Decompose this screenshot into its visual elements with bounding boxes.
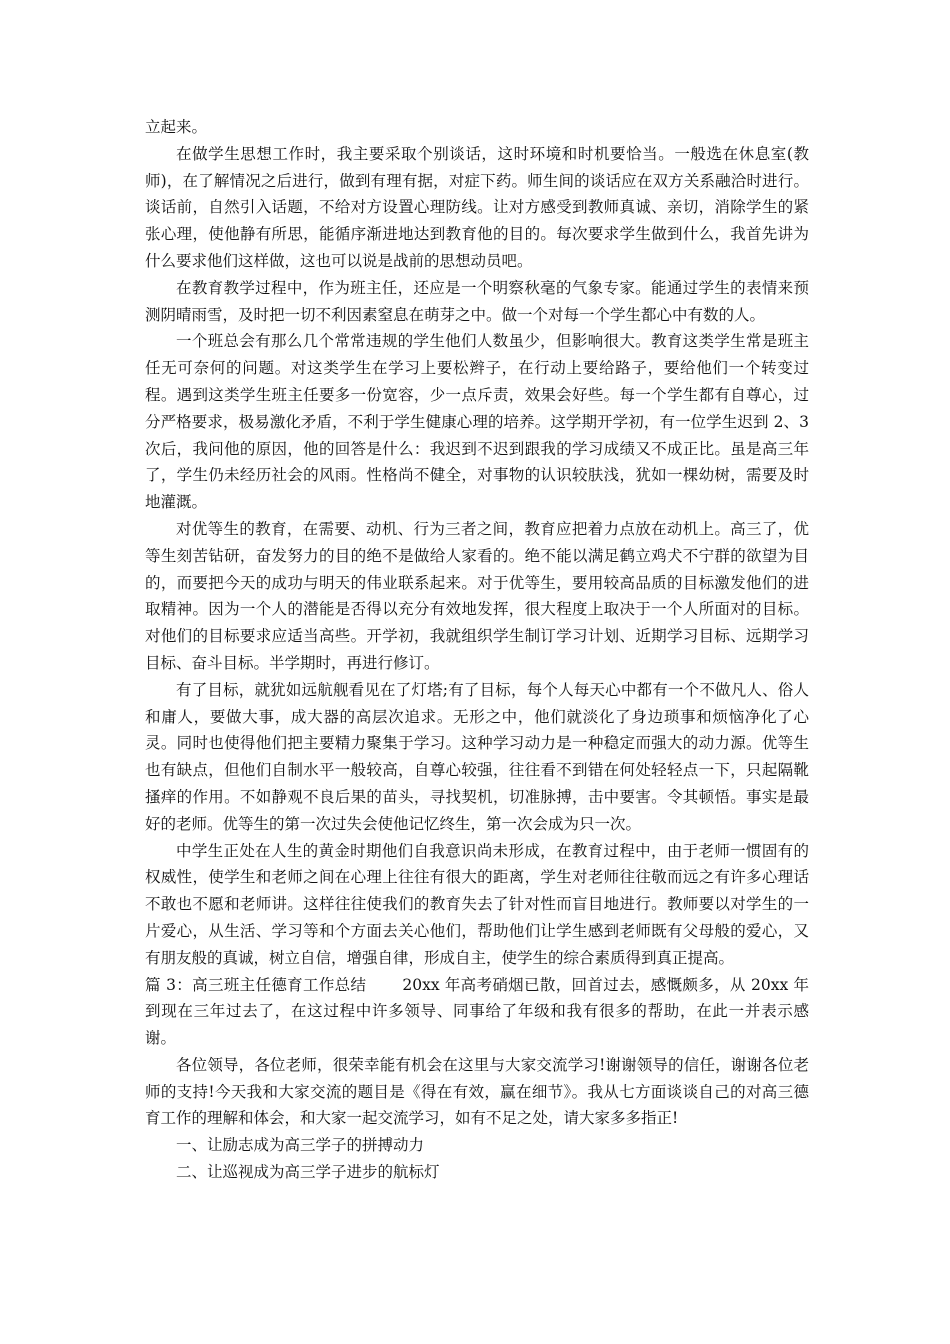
paragraph: 立起来。 [145,118,208,136]
paragraph: 各位领导，各位老师，很荣幸能有机会在这里与大家交流学习!谢谢领导的信任，谢谢各位老师的支持!今天我和大家交流的题目是《得在有效，赢在细节》。我从七方面谈谈自己的对高三德育工作的理解和体会，和大家一起交流学习，如有不足之处，请大家多多指正! [145,1055,809,1128]
list-item: 二、让巡视成为高三学子进步的航标灯 [176,1163,440,1182]
paragraph: 一个班总会有那么几个常常违规的学生他们人数虽少，但影响很大。教育这类学生常是班主任无可奈何的问题。对这类学生在学习上要松辫子，在行动上要给路子，要给他们一个转变过程。遇到这类学生班主任要多一份宽容，少一点斥责，效果会好些。每一个学生都有自尊心，过分严格要求，极易激化矛盾，不利于学生健康心理的培养。这学期开学初，有一位学生迟到 2、3 次后，我问他的原因，他的回答是什么：我迟到不迟到跟我的学习成绩又不成正比。虽是高三年了，学生仍未经历社会的风雨。性格尚不健全，对事物的认识较肤浅，犹如一棵幼树，需要及时地灌溉。 [145,332,809,512]
section-paragraph [145,972,809,1052]
section-title: 篇 3：高三班主任德育工作总结 [145,975,367,994]
section-body: 20xx 年高考硝烟已散，回首过去，感慨颇多，从 20xx 年到现在三年过去了，在这过程中许多领导、同事给了年级和我有很多的帮助，在此一并表示感谢。 [145,975,809,1048]
list-item: 一、让励志成为高三学子的拼搏动力 [176,1136,425,1155]
paragraph: 在教育教学过程中，作为班主任，还应是一个明察秋毫的气象专家。能通过学生的表情来预测阴晴雨雪，及时把一切不利因素窒息在萌芽之中。做一个对每一个学生都心中有数的人。 [145,278,809,324]
document-body [145,114,809,1186]
paragraph: 对优等生的教育，在需要、动机、行为三者之间，教育应把着力点放在动机上。高三了，优等生刻苦钻研，奋发努力的目的绝不是做给人家看的。绝不能以满足鹤立鸡犬不宁群的欲望为目的，而要把今天的成功与明天的伟业联系起来。对于优等生，要用较高品质的目标激发他们的进取精神。因为一个人的潜能是否得以充分有效地发挥，很大程度上取决于一个人所面对的目标。对他们的目标要求应适当高些。开学初，我就组织学生制订学习计划、近期学习目标、远期学习目标、奋斗目标。半学期时，再进行修订。 [145,519,809,672]
paragraph: 在做学生思想工作时，我主要采取个别谈话，这时环境和时机要恰当。一般选在休息室(教师)，在了解情况之后进行，做到有理有据，对症下药。师生间的谈话应在双方关系融洽时进行。谈话前，自然引入话题，不给对方设置心理防线。让对方感受到教师真诚、亲切，消除学生的紧张心理，使他静有所思，能循序渐进地达到教育他的目的。每次要求学生做到什么，我首先讲为什么要求他们这样做，这也可以说是战前的思想动员吧。 [145,144,809,270]
paragraph: 有了目标，就犹如远航舰看见在了灯塔;有了目标，每个人每天心中都有一个不做凡人、俗人和庸人，要做大事，成大器的高层次追求。无形之中，他们就淡化了身边琐事和烦恼净化了心灵。同时也使得他们把主要精力聚集于学习。这种学习动力是一种稳定而强大的动力源。优等生也有缺点，但他们自制水平一般较高，自尊心较强，往往看不到错在何处轻轻点一下，只起隔靴搔痒的作用。不如静观不良后果的苗头，寻找契机，切准脉搏，击中要害。令其顿悟。事实是最好的老师。优等生的第一次过失会使他记忆终生，第一次会成为只一次。 [145,680,809,833]
paragraph: 中学生正处在人生的黄金时期他们自我意识尚未形成，在教育过程中，由于老师一惯固有的权威性，使学生和老师之间在心理上往往有很大的距离，学生对老师往往敬而远之有许多心理话不敢也不愿和老师讲。这样往往使我们的教育失去了针对性而盲目地进行。教师要以对学生的一片爱心，从生活、学习等和个方面去关心他们，帮助他们让学生感到老师既有父母般的爱心，又有朋友般的真诚，树立自信，增强自律，形成自主，使学生的综合素质得到真正提高。 [145,841,809,967]
